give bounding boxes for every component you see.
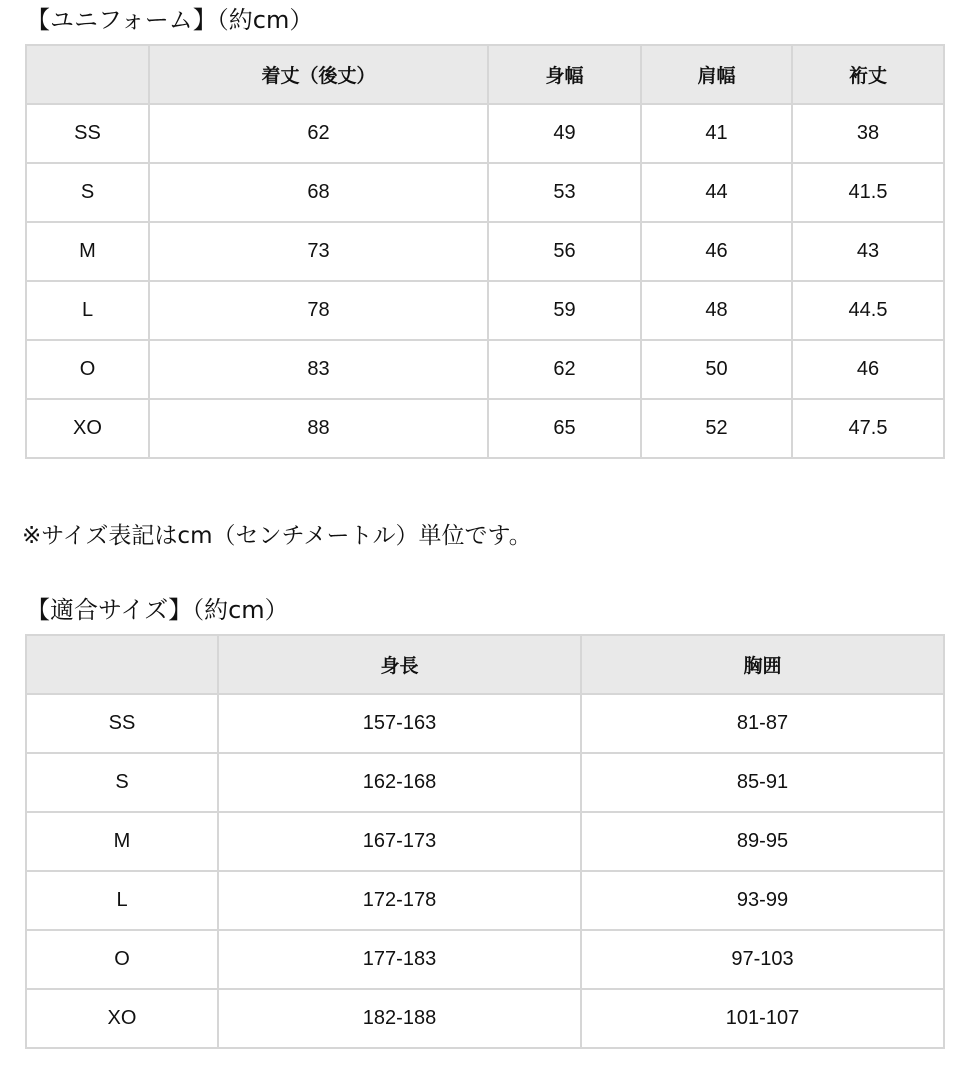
table-cell: 56: [488, 222, 641, 281]
header-cell-chest: 胸囲: [581, 635, 944, 694]
size-label-cell: XO: [26, 399, 149, 458]
size-label-cell: O: [26, 930, 218, 989]
size-label-cell: M: [26, 812, 218, 871]
fit-size-table: [25, 634, 945, 1049]
size-label-cell: S: [26, 163, 149, 222]
size-label-cell: SS: [26, 104, 149, 163]
table-cell: 44: [641, 163, 792, 222]
table-header-row: [26, 45, 944, 104]
table-cell: 43: [792, 222, 944, 281]
table-cell: 78: [149, 281, 488, 340]
table-cell: 172-178: [218, 871, 581, 930]
table-cell: 177-183: [218, 930, 581, 989]
table-row: [26, 812, 944, 871]
table-cell: 97-103: [581, 930, 944, 989]
table-cell: 62: [488, 340, 641, 399]
table-cell: 73: [149, 222, 488, 281]
table-cell: 62: [149, 104, 488, 163]
table-cell: 47.5: [792, 399, 944, 458]
size-label-cell: L: [26, 281, 149, 340]
table-cell: 46: [641, 222, 792, 281]
table-cell: 65: [488, 399, 641, 458]
table-row: [26, 989, 944, 1048]
table-row: [26, 399, 944, 458]
table-cell: 41.5: [792, 163, 944, 222]
table-cell: 49: [488, 104, 641, 163]
uniform-section-title: 【ユニフォーム】（約cm）: [26, 6, 314, 34]
table-cell: 38: [792, 104, 944, 163]
table-cell: 101-107: [581, 989, 944, 1048]
size-label-cell: L: [26, 871, 218, 930]
size-label-cell: S: [26, 753, 218, 812]
table-cell: 81-87: [581, 694, 944, 753]
header-cell-shoulder: 肩幅: [641, 45, 792, 104]
header-cell-size: [26, 635, 218, 694]
size-label-cell: SS: [26, 694, 218, 753]
table-cell: 83: [149, 340, 488, 399]
table-header-row: [26, 635, 944, 694]
table-cell: 89-95: [581, 812, 944, 871]
table-cell: 41: [641, 104, 792, 163]
uniform-size-table: [25, 44, 945, 459]
table-cell: 162-168: [218, 753, 581, 812]
unit-note: ※サイズ表記はcm（センチメートル）単位です。: [22, 523, 532, 549]
header-cell-length: 着丈（後丈）: [149, 45, 488, 104]
fit-section-title: 【適合サイズ】（約cm）: [26, 596, 289, 624]
size-label-cell: XO: [26, 989, 218, 1048]
size-label-cell: M: [26, 222, 149, 281]
table-row: [26, 694, 944, 753]
table-cell: 88: [149, 399, 488, 458]
table-cell: 50: [641, 340, 792, 399]
table-row: [26, 871, 944, 930]
table-cell: 53: [488, 163, 641, 222]
table-cell: 157-163: [218, 694, 581, 753]
table-cell: 44.5: [792, 281, 944, 340]
table-row: [26, 222, 944, 281]
header-cell-size: [26, 45, 149, 104]
table-cell: 59: [488, 281, 641, 340]
table-cell: 182-188: [218, 989, 581, 1048]
table-cell: 68: [149, 163, 488, 222]
header-cell-height: 身長: [218, 635, 581, 694]
table-cell: 93-99: [581, 871, 944, 930]
table-cell: 52: [641, 399, 792, 458]
table-row: [26, 340, 944, 399]
header-cell-width: 身幅: [488, 45, 641, 104]
table-row: [26, 930, 944, 989]
table-row: [26, 104, 944, 163]
table-row: [26, 281, 944, 340]
table-row: [26, 753, 944, 812]
table-row: [26, 163, 944, 222]
table-cell: 46: [792, 340, 944, 399]
size-label-cell: O: [26, 340, 149, 399]
table-cell: 167-173: [218, 812, 581, 871]
table-cell: 48: [641, 281, 792, 340]
header-cell-sleeve: 裄丈: [792, 45, 944, 104]
table-cell: 85-91: [581, 753, 944, 812]
